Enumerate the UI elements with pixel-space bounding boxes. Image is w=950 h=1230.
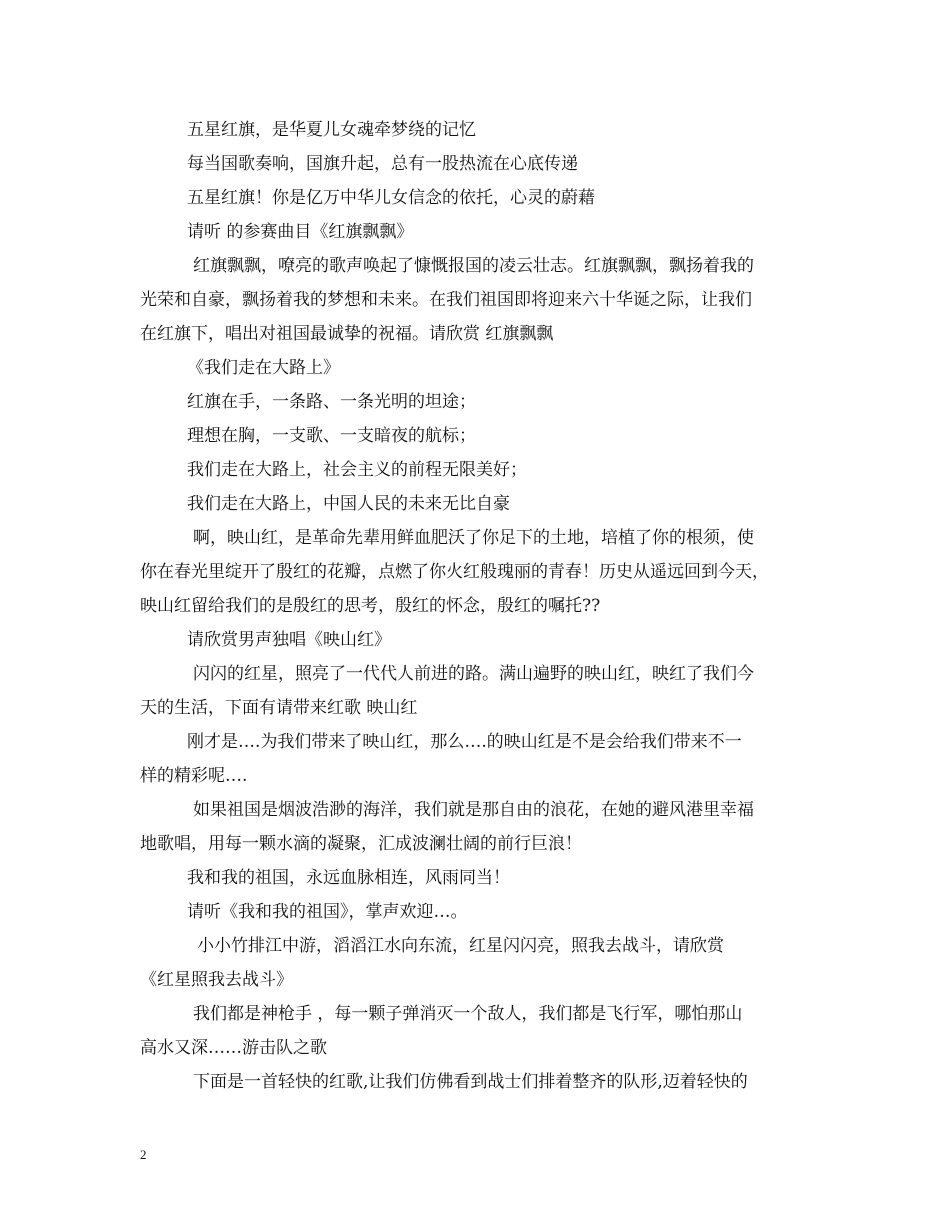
text-line: 我和我的祖国，永远血脉相连，风雨同当！	[187, 868, 510, 888]
text-line: 我们走在大路上，中国人民的未来无比自豪	[187, 494, 510, 514]
text-line: 红旗在手，一条路、一条光明的坦途；	[187, 392, 476, 412]
text-line: 理想在胸，一支歌、一支暗夜的航标；	[187, 426, 476, 446]
text-line: 啊，映山红，是革命先辈用鲜血肥沃了你足下的土地，培植了你的根须，使	[193, 528, 754, 548]
text-line: 《红星照我去战斗》	[140, 970, 293, 990]
text-line: 光荣和自豪，飘扬着我的梦想和未来。在我们祖国即将迎来六十华诞之际，让我们	[140, 290, 752, 310]
text-line: 五星红旗，是华夏儿女魂牵梦绕的记忆	[187, 120, 476, 140]
text-line: 我们都是神枪手 ，每一颗子弹消灭一个敌人，我们都是飞行军，哪怕那山	[193, 1004, 743, 1024]
text-line: 请欣赏男声独唱《映山红》	[187, 630, 391, 650]
page-number: 2	[140, 1147, 147, 1162]
text-line: 下面是一首轻快的红歌,让我们仿佛看到战士们排着整齐的队形,迈着轻快的	[193, 1072, 748, 1092]
text-line: 高水又深……游击队之歌	[140, 1038, 327, 1058]
text-line: 刚才是….为我们带来了映山红，那么….的映山红是不是会给我们带来不一	[187, 732, 742, 752]
text-line: 《我们走在大路上》	[187, 358, 340, 378]
text-line: 请听 的参赛曲目《红旗飘飘》	[187, 222, 414, 242]
text-line: 你在春光里绽开了殷红的花瓣，点燃了你火红般瑰丽的青春！历史从遥远回到今天，	[140, 562, 769, 582]
text-line: 请听《我和我的祖国》，掌声欢迎…。	[187, 902, 468, 922]
text-line: 五星红旗！你是亿万中华儿女信念的依托，心灵的蔚藉	[187, 188, 595, 208]
text-line: 如果祖国是烟波浩渺的海洋，我们就是那自由的浪花，在她的避风港里幸福	[193, 800, 754, 820]
text-line: 地歌唱，用每一颗水滴的凝聚，汇成波澜壮阔的前行巨浪！	[140, 834, 582, 854]
text-line: 天的生活，下面有请带来红歌 映山红	[140, 698, 418, 718]
text-line: 我们走在大路上，社会主义的前程无限美好；	[187, 460, 527, 480]
text-line: 闪闪的红星，照亮了一代代人前进的路。满山遍野的映山红，映红了我们今	[193, 664, 754, 684]
text-line: 样的精彩呢….	[140, 766, 248, 786]
text-line: 红旗飘飘，嘹亮的歌声唤起了慷慨报国的凌云壮志。红旗飘飘，飘扬着我的	[193, 256, 754, 276]
text-line: 映山红留给我们的是殷红的思考，殷红的怀念，殷红的嘱托??	[140, 596, 601, 616]
text-line: 小小竹排江中游，滔滔江水向东流，红星闪闪亮，照我去战斗，请欣赏	[197, 936, 724, 956]
text-line: 在红旗下，唱出对祖国最诚挚的祝福。请欣赏 红旗飘飘	[140, 324, 554, 344]
text-line: 每当国歌奏响，国旗升起，总有一股热流在心底传递	[187, 154, 578, 174]
